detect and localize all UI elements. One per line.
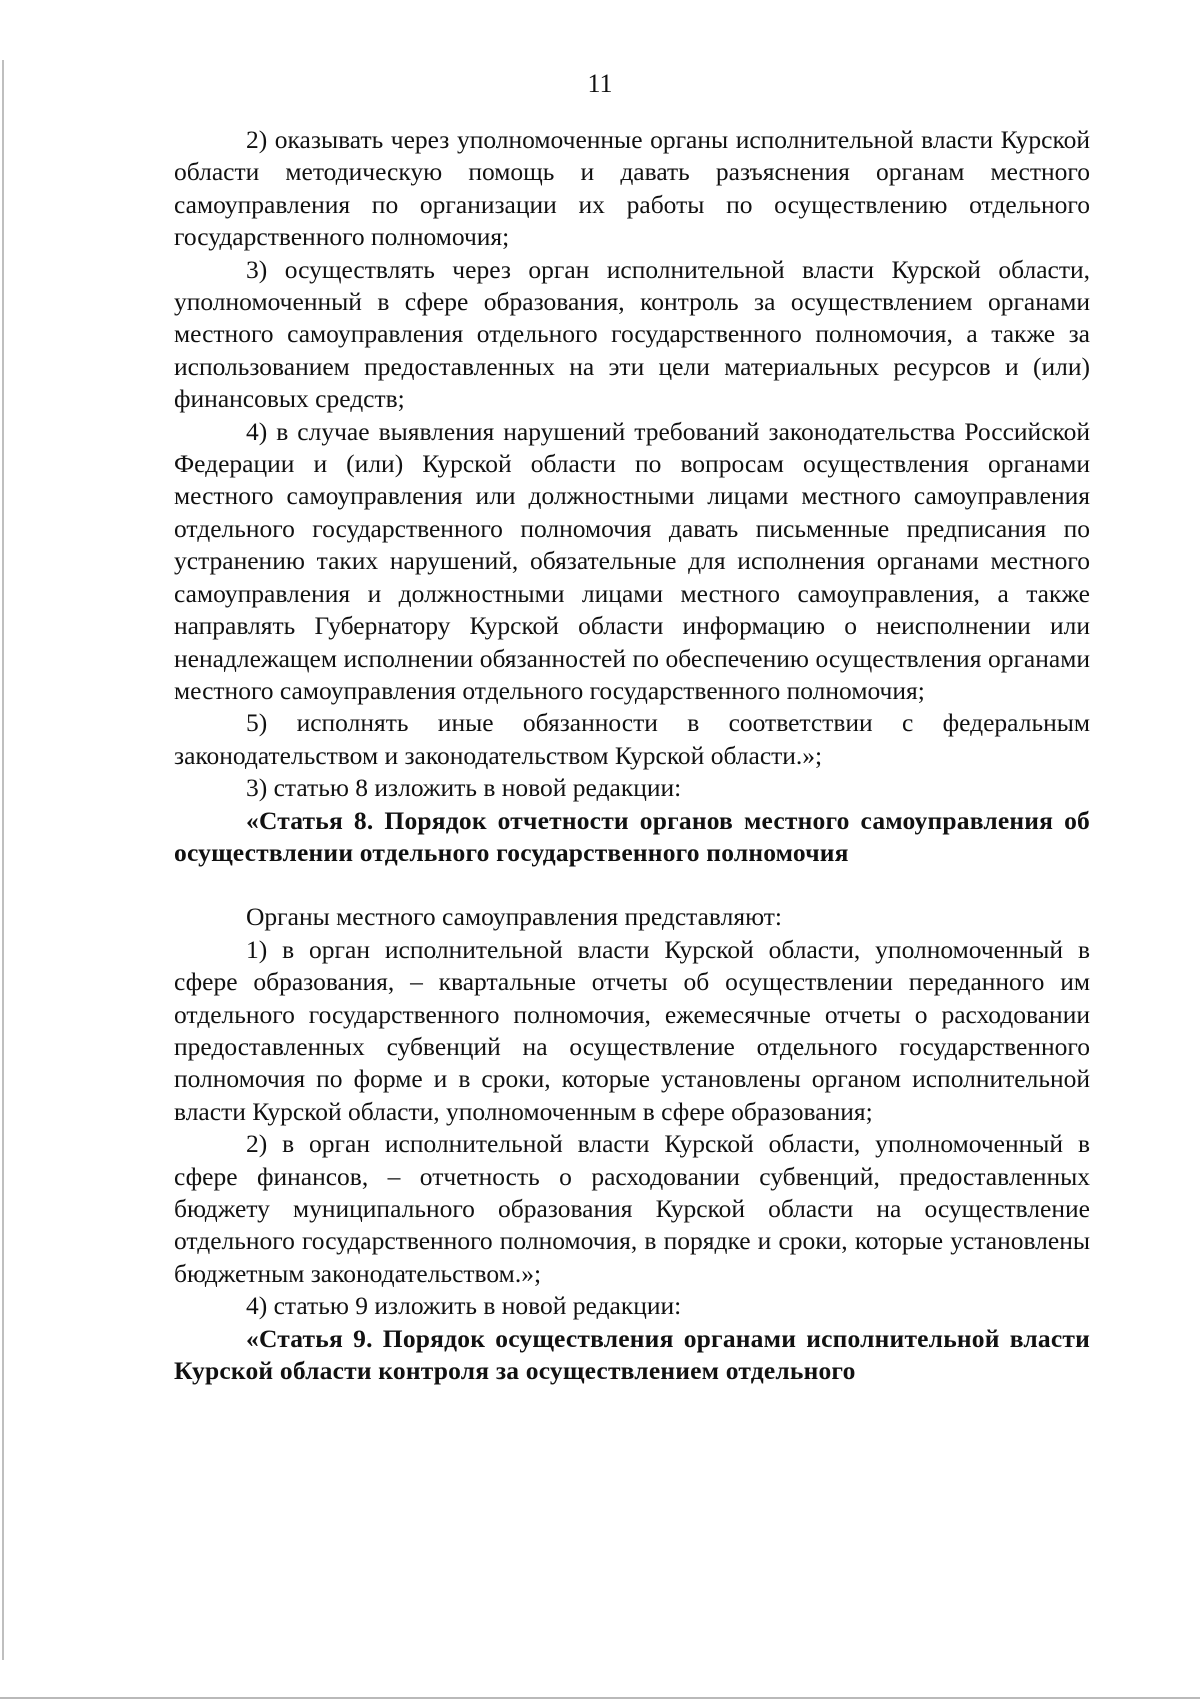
paragraph-report-1: 1) в орган исполнительной власти Курской области, уполномоченный в сфере образования, – квартальные отчеты об осуществлении переданного им отдельного государственного полномочия, ежемесячные отчеты о расходовании предоставленных субвенций на осуществление отдельного государственного полномочия по форме и в сроки, которые установлены органом исполнительной власти Курской области, уполномоченным в сфере образования; [174,934,1090,1126]
document-body [174,124,1090,1387]
paragraph-item-5: 5) исполнять иные обязанности в соответствии с федеральным законодательством и законодательством Курской области.»; [174,708,1090,770]
article-8-heading: «Статья 8. Порядок отчетности органов местного самоуправления об осуществлении отдельного государственного полномочия [174,805,1090,867]
paragraph-reports-intro: Органы местного самоуправления представляют: [246,902,783,932]
paragraph-item-3: 3) осуществлять через орган исполнительной власти Курской области, уполномоченный в сфере образования, контроль за осуществлением органами местного самоуправления отдельного государственного полномочия, а также за использованием предоставленных на эти цели материальных ресурсов и (или) финансовых средств; [174,254,1090,414]
scan-left-edge [2,60,4,1660]
page-number: 11 [587,69,613,98]
spacer [174,869,1090,901]
paragraph-item-4: 4) в случае выявления нарушений требований законодательства Российской Федерации и (или) Курской области по вопросам осуществления органами местного самоуправления или должностными лицами местного самоуправления отдельного государственного полномочия давать письменные предписания по устранению таких нарушений, обязательные для исполнения органами местного самоуправления и должностными лицами местного самоуправления, а также направлять Губернатору Курской области информацию о неисполнении или ненадлежащем исполнении обязанностей по обеспечению осуществления органами местного самоуправления отдельного государственного полномочия; [174,416,1090,705]
paragraph-amend-article-8: 3) статью 8 изложить в новой редакции: [246,773,682,803]
paragraph-amend-article-9: 4) статью 9 изложить в новой редакции: [246,1291,682,1321]
article-9-heading: «Статья 9. Порядок осуществления органами исполнительной власти Курской области контроля за осуществлением отдельного [174,1323,1090,1386]
paragraph-report-2: 2) в орган исполнительной власти Курской области, уполномоченный в сфере финансов, – отчетность о расходовании субвенций, предоставленных бюджету муниципального образования Курской области на осуществление отдельного государственного полномочия, в порядке и сроки, которые установлены бюджетным законодательством.»; [174,1129,1090,1288]
paragraph-item-2: 2) оказывать через уполномоченные органы исполнительной власти Курской области методическую помощь и давать разъяснения органам местного самоуправления по организации их работы по осуществлению отдельного государственного полномочия; [174,125,1090,252]
